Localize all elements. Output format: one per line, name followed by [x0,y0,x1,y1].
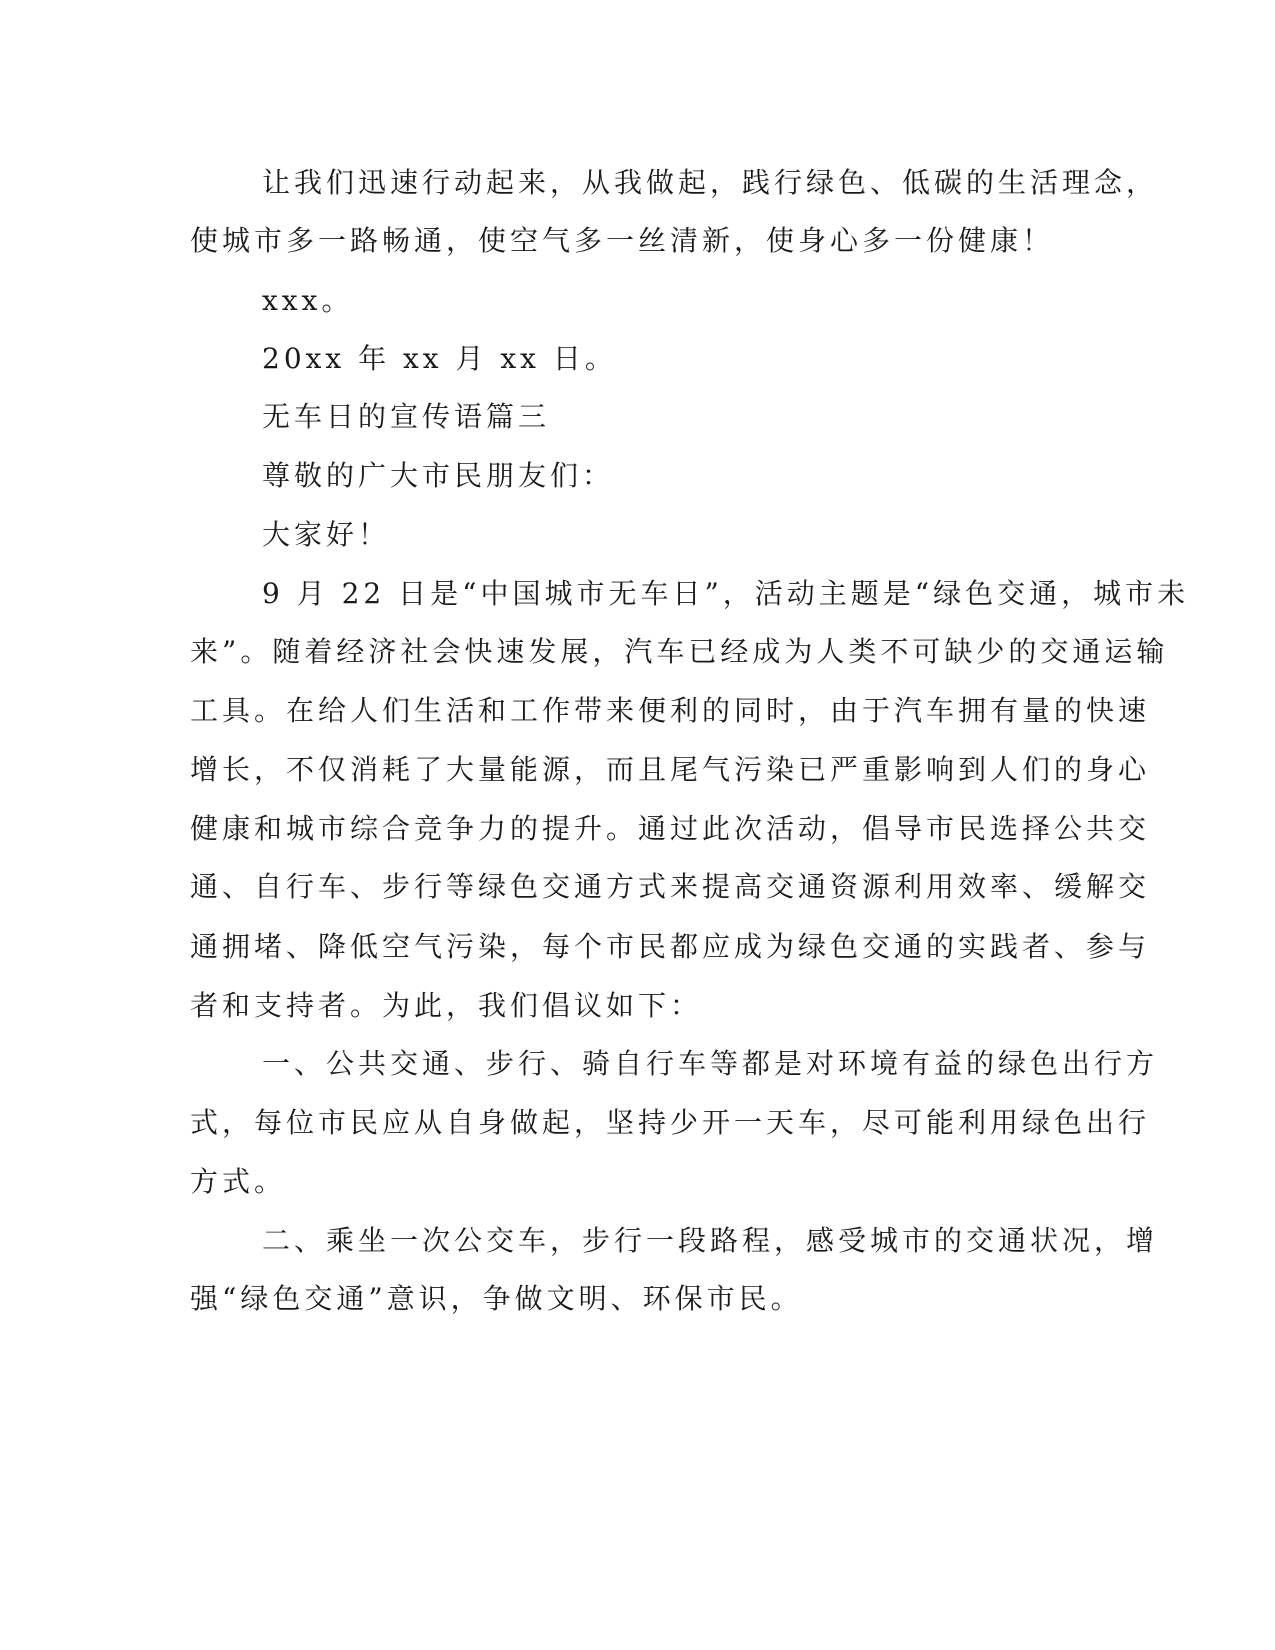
section-title: 无车日的宣传语篇三 [262,400,551,433]
paragraph-line: 者和支持者。为此，我们倡议如下： [190,989,703,1022]
paragraph-line: 让我们迅速行动起来，从我做起，践行绿色、低碳的生活理念， [262,166,1159,199]
paragraph-line: 使城市多一路畅通，使空气多一丝清新，使身心多一份健康！ [190,224,1055,257]
paragraph-line: 工具。在给人们生活和工作带来便利的同时，由于汽车拥有量的快速 [190,694,1151,727]
paragraph-line: 强“绿色交通”意识，争做文明、环保市民。 [190,1282,803,1315]
paragraph-line: 增长，不仅消耗了大量能源，而且尾气污染已严重影响到人们的身心 [190,753,1151,786]
paragraph-line: 二、乘坐一次公交车，步行一段路程，感受城市的交通状况，增 [262,1224,1159,1257]
paragraph-line: 一、公共交通、步行、骑自行车等都是对环境有益的绿色出行方 [262,1047,1159,1080]
greeting: 大家好！ [262,518,391,551]
paragraph-line: 通拥堵、降低空气污染，每个市民都应成为绿色交通的实践者、参与 [190,930,1151,963]
paragraph-line: 式，每位市民应从自身做起，坚持少开一天车，尽可能利用绿色出行 [190,1106,1151,1139]
paragraph-line: 9 月 22 日是“中国城市无车日”，活动主题是“绿色交通，城市未 [262,577,1190,610]
paragraph-line: 方式。 [190,1165,287,1198]
salutation: 尊敬的广大市民朋友们： [262,459,615,492]
paragraph-line: 来”。随着经济社会快速发展，汽车已经成为人类不可缺少的交通运输 [190,635,1169,668]
date-line: 20xx 年 xx 月 xx 日。 [262,342,617,375]
paragraph-line: 通、自行车、步行等绿色交通方式来提高交通资源利用效率、缓解交 [190,870,1151,903]
paragraph-line: 健康和城市综合竞争力的提升。通过此次活动，倡导市民选择公共交 [190,812,1151,845]
signature-line: xxx。 [262,284,354,317]
